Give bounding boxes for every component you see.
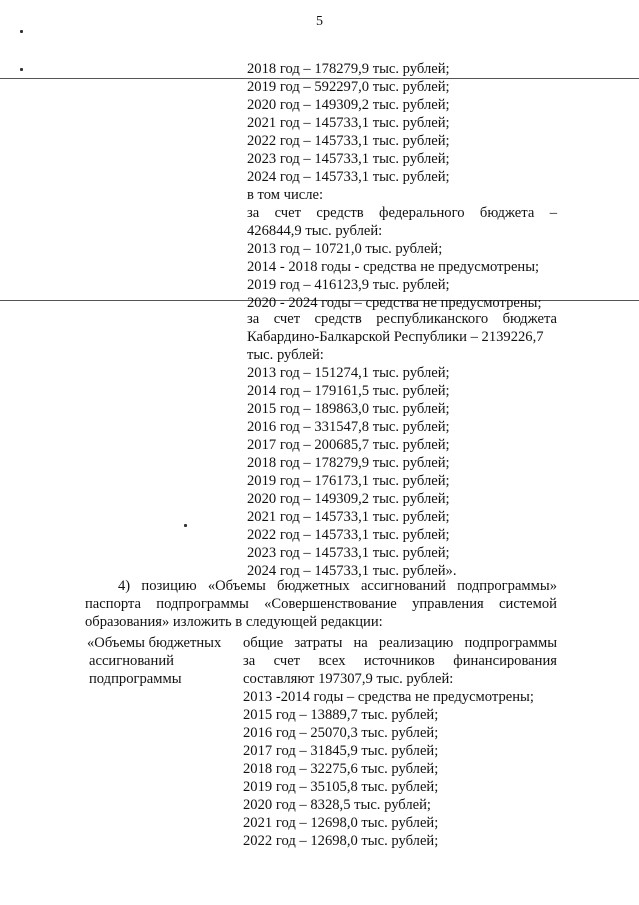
text-line: 2016 год – 25070,3 тыс. рублей; <box>243 725 439 741</box>
text-line: за счет средств федерального бюджета – <box>247 205 557 221</box>
text-line: 2016 год – 331547,8 тыс. рублей; <box>247 419 450 435</box>
text-line: Кабардино-Балкарской Республики – 2139226,7 <box>247 329 544 345</box>
scan-mark <box>184 524 187 527</box>
amendment-paragraph <box>85 577 557 631</box>
funding-block-1 <box>247 60 557 312</box>
text-line: 2023 год – 145733,1 тыс. рублей; <box>247 545 450 561</box>
paragraph-line: образования» изложить в следующей редакции: <box>85 614 383 630</box>
text-line: 2017 год – 31845,9 тыс. рублей; <box>243 743 439 759</box>
funding-block-3 <box>243 634 557 850</box>
text-line: 2020 год – 149309,2 тыс. рублей; <box>247 491 450 507</box>
label-line: подпрограммы <box>89 671 182 687</box>
row-label <box>87 634 235 688</box>
text-line: 2018 год – 178279,9 тыс. рублей; <box>247 61 450 77</box>
text-line: 2013 год – 151274,1 тыс. рублей; <box>247 365 450 381</box>
label-line: «Объемы бюджетных <box>87 635 222 651</box>
text-line: 2018 год – 178279,9 тыс. рублей; <box>247 455 450 471</box>
text-line: 2024 год – 145733,1 тыс. рублей». <box>247 563 457 579</box>
text-line: 2020 - 2024 годы – средства не предусмотрены; <box>247 295 542 311</box>
text-line: 2022 год – 145733,1 тыс. рублей; <box>247 527 450 543</box>
text-line: 2022 год – 145733,1 тыс. рублей; <box>247 133 450 149</box>
text-line: 2020 год – 8328,5 тыс. рублей; <box>243 797 431 813</box>
text-line: 2018 год – 32275,6 тыс. рублей; <box>243 761 439 777</box>
text-line: 2015 год – 13889,7 тыс. рублей; <box>243 707 439 723</box>
text-line: за счет средств республиканского бюджета <box>247 311 557 327</box>
text-line: 2022 год – 12698,0 тыс. рублей; <box>243 833 439 849</box>
scan-mark <box>20 68 23 71</box>
text-line: 2015 год – 189863,0 тыс. рублей; <box>247 401 450 417</box>
text-line: 2014 - 2018 годы - средства не предусмотрены; <box>247 259 540 275</box>
text-line: 2019 год – 35105,8 тыс. рублей; <box>243 779 439 795</box>
paragraph-line: паспорта подпрограммы «Совершенствование управления системой <box>85 596 557 612</box>
text-line: 2021 год – 12698,0 тыс. рублей; <box>243 815 439 831</box>
text-line: 2020 год – 149309,2 тыс. рублей; <box>247 97 450 113</box>
funding-block-2 <box>247 310 557 580</box>
text-line: 2021 год – 145733,1 тыс. рублей; <box>247 509 450 525</box>
page-number: 5 <box>316 14 323 29</box>
text-line: 2019 год – 592297,0 тыс. рублей; <box>247 79 450 95</box>
text-line: 2023 год – 145733,1 тыс. рублей; <box>247 151 450 167</box>
text-line: в том числе: <box>247 187 324 203</box>
text-line: 2013 -2014 годы – средства не предусмотрены; <box>243 689 534 705</box>
scan-mark <box>20 30 23 33</box>
text-line: тыс. рублей: <box>247 347 324 363</box>
text-line: 2019 год – 416123,9 тыс. рублей; <box>247 277 450 293</box>
text-line: составляют 197307,9 тыс. рублей: <box>243 671 454 687</box>
text-line: 2017 год – 200685,7 тыс. рублей; <box>247 437 450 453</box>
text-line: общие затраты на реализацию подпрограммы <box>243 635 557 651</box>
text-line: 2013 год – 10721,0 тыс. рублей; <box>247 241 443 257</box>
text-line: 2021 год – 145733,1 тыс. рублей; <box>247 115 450 131</box>
text-line: 2014 год – 179161,5 тыс. рублей; <box>247 383 450 399</box>
text-line: 2019 год – 176173,1 тыс. рублей; <box>247 473 450 489</box>
text-line: за счет всех источников финансирования <box>243 653 557 669</box>
paragraph-line: 4) позицию «Объемы бюджетных ассигнований подпрограммы» <box>118 578 557 594</box>
label-line: ассигнований <box>89 653 174 669</box>
text-line: 2024 год – 145733,1 тыс. рублей; <box>247 169 450 185</box>
text-line: 426844,9 тыс. рублей: <box>247 223 383 239</box>
